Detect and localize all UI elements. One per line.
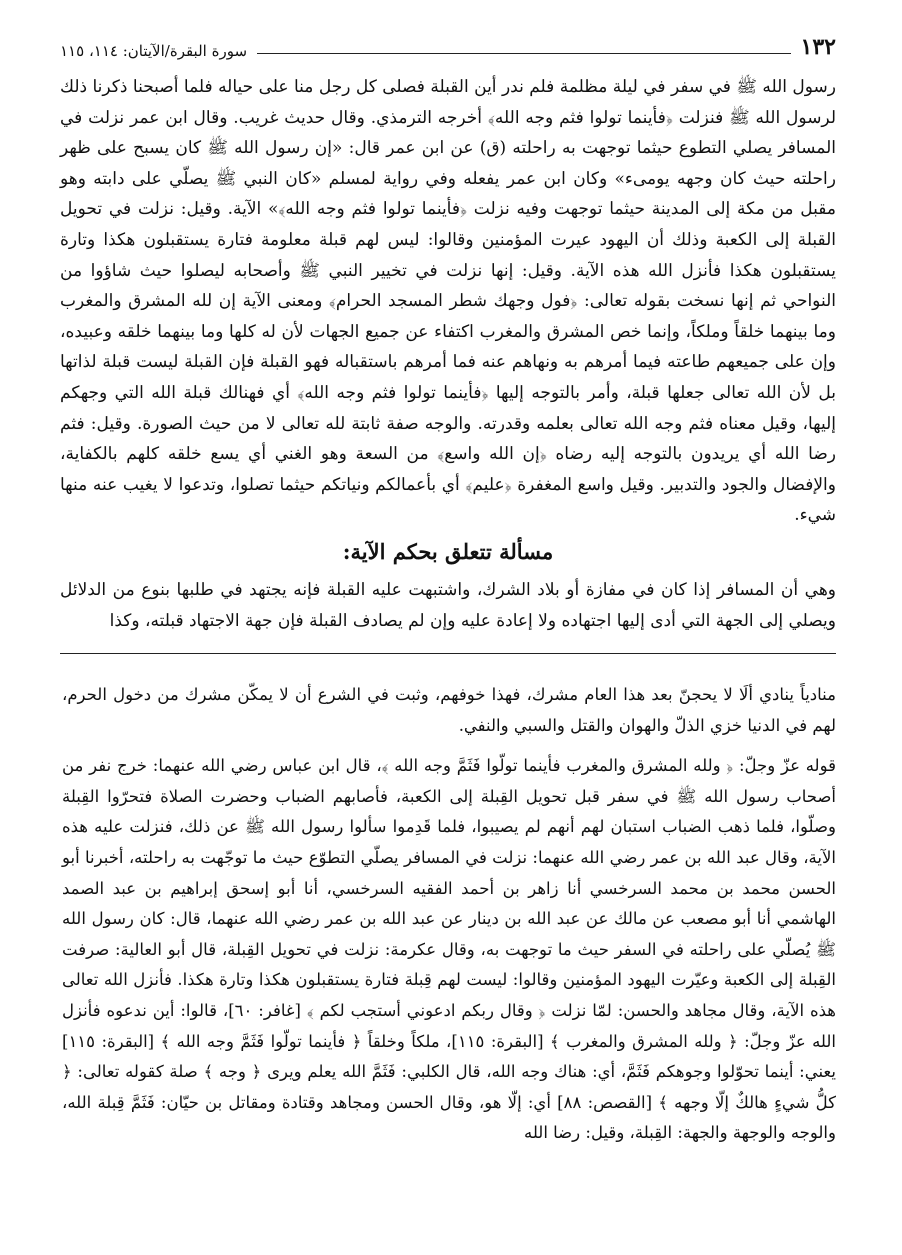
page-header [60, 30, 836, 60]
section-heading: مسألة تتعلق بحكم الآية: [342, 538, 554, 564]
page-number: ١٣٢ [800, 34, 836, 60]
main-paragraph: وهي أن المسافر إذا كان في مفازة أو بلاد الشرك، واشتبهت عليه القبلة فإنه يجتهد في طلبها بنوع من الدلائل ويصلي إلى الجهة التي أدى إليها اجتهاده ولا إعادة عليه وإن لم يصادف القبلة فإن جهة الاجتهاد قبلته، وكذا [60, 579, 836, 631]
header-rule [257, 53, 791, 54]
main-paragraph: رسول الله ﷺ في سفر في ليلة مظلمة فلم ندر أين القبلة فصلى كل رجل منا على حياله فلما أصبحنا ذكرنا ذلك لرسول الله ﷺ فنزلت ﴿فأينما تولوا فثم وجه الله﴾ أخرجه الترمذي. وقال حديث غريب. وقال ابن عمر نزلت في المسافر يصلي التطوع حيثما توجهت به راحلته (ق) عن ابن عمر قال: «إن رسول الله ﷺ كان يسبح على ظهر راحلته حيث كان وجهه يومىء» وكان ابن عمر يفعله وفي رواية لمسلم «كان النبي ﷺ يصلّي على دابته وهو مقبل من مكة إلى المدينة حيثما توجهت وفيه نزلت ﴿فأينما تولوا فثم وجه الله﴾» الآية. وقيل: نزلت في تحويل القبلة إلى الكعبة وذلك أن اليهود عيرت المؤمنين وقالوا: ليس لهم قبلة معلومة فتارة يستقبلون هكذا وتارة يستقبلون هكذا فأنزل الله هذه الآية. وقيل: إنها نزلت في تخيير النبي ﷺ وأصحابه ليصلوا حيث شاؤوا من النواحي ثم إنها نسخت بقوله تعالى: ﴿فول وجهك شطر المسجد الحرام﴾ ومعنى الآية إن لله المشرق والمغرب وما بينهما خلقاً وملكاً، وإنما خص المشرق والمغرب اكتفاء عن جميع الجهات لأن له كلها وما بينهما خلقه وعبيده، وإن على جميعهم طاعته فيما أمرهم به ونهاهم عنه فما أمرهم باستقباله فهو القبلة فإن القبلة ليست قبلة لذاتها بل لأن الله تعالى جعلها قبلة، وأمر بالتوجه إليها ﴿فأينما تولوا فثم وجه الله﴾ أي فهنالك قبلة الله التي وجهكم إليها، وقيل معناه فثم وجه الله تعالى بعلمه وقدرته. والوجه صفة ثابتة لله تعالى لا من حيث الصورة. وقيل: فثم رضا الله أي يريدون بالتوجه إليه رضاه ﴿إن الله واسع﴾ من السعة وهو الغني أي يسع خلقه كلهم بالكفاية، والإفضال والجود والتدبير. وقيل واسع المغفرة ﴿عليم﴾ أي بأعمالكم ونياتكم حيثما تصلوا، وتدعوا لا يغيب عنه منها شيء. [60, 77, 836, 526]
commentary-paragraph: قوله عزّ وجلّ: ﴿ ولله المشرق والمغرب فأينما تولّوا فَثَمَّ وجه الله ﴾، قال ابن عباس رضي الله عنهما: خرج نفر من أصحاب رسول الله ﷺ في سفر قبل تحويل القِبلة إلى الكعبة، فأصابهم الضباب وحضرت الصلاة فتحرّوا القِبلة وصلّوا، فلما ذهب الضباب استبان لهم أنهم لم يصيبوا، فلما قَدِموا سألوا رسول الله ﷺ عن ذلك، فنزلت عليه هذه الآية، وقال عبد الله بن عمر رضي الله عنهما: نزلت في المسافر يصلّي التطوّع حيث ما توجّهت به راحلته، أخبرنا أبو الحسن محمد بن محمد السرخسي أنا زاهر بن أحمد الفقيه السرخسي، أنا أبو إسحق إبراهيم بن عبد الصمد الهاشمي أنا أبو مصعب عن مالك عن عبد الله بن دينار عن عبد الله بن عمر رضي الله عنهما، قال: كان رسول الله ﷺ يُصلّي على راحلته في السفر حيث ما توجهت به، وقال عكرمة: نزلت في تحويل القِبلة، قال أبو العالية: صرفت القِبلة إلى الكعبة وعيّرت اليهود المؤمنين وقالوا: ليست لهم قِبلة فتارة يستقبلون هكذا وتارة هكذا. فأنزل الله تعالى هذه الآية، وقال مجاهد والحسن: لمّا نزلت ﴿ وقال ربكم ادعوني أستجب لكم ﴾ [غافر: ٦٠]، قالوا: أين ندعوه فأنزل الله عزّ وجلّ: ﴿ ولله المشرق والمغرب ﴾ [البقرة: ١١٥]، ملكاً وخلقاً ﴿ فأينما تولّوا فَثَمَّ وجه الله ﴾ [البقرة: ١١٥] يعني: أينما تحوّلوا وجوهكم فَثَمَّ، أي: هناك وجه الله، قال الكلبي: فَثَمَّ الله يعلم ويرى ﴿ وجه ﴾ صلة كقوله تعالى: ﴿ كلُّ شيءٍ هالكٌ إلّا وجهه ﴾ [القصص: ٨٨] أي: إلّا هو، وقال الحسن ومجاهد وقتادة ومقاتل بن حيّان: فَثَمَّ قِبلة الله، والوجه والوجهة والجهة: القِبلة، وقيل: رضا الله [62, 756, 837, 1143]
running-title: سورة البقرة/الآيتان: ١١٤، ١١٥ [60, 42, 248, 60]
commentary-paragraph: منادياً ينادي ألَا لا يحجنّ بعد هذا العام مشرك، فهذا خوفهم، وثبت في الشرع أن لا يمكّن مشرك من دخول الحرم، لهم في الدنيا خزي الذلّ والهوان والقتل والسبي والنفي. [62, 685, 836, 735]
footnote-divider [60, 653, 836, 654]
main-text [60, 72, 836, 636]
commentary-text [62, 680, 836, 1149]
